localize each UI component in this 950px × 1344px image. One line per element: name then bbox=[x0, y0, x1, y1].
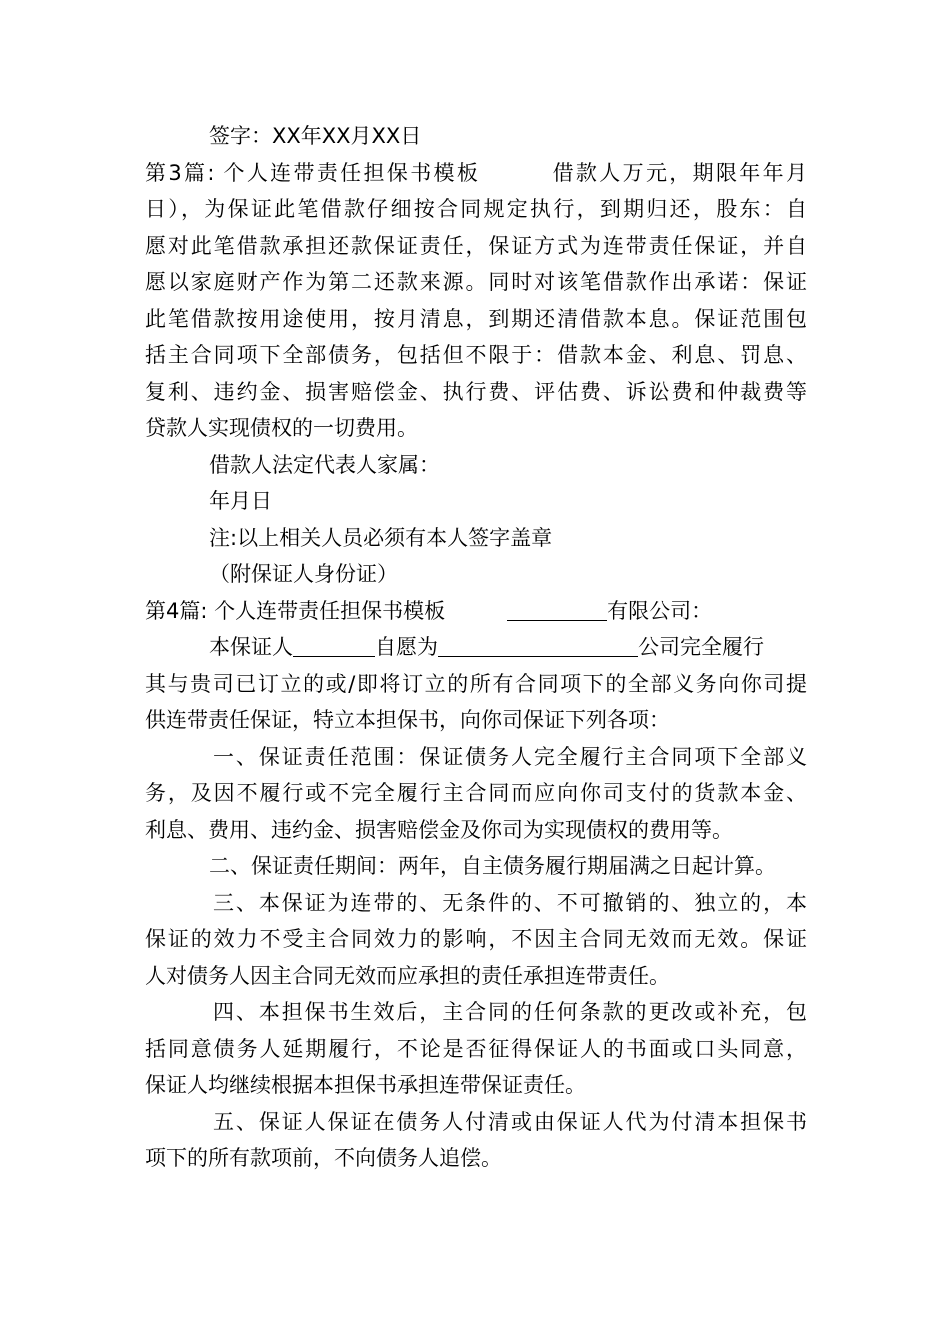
intro-guarantor: 本保证人 bbox=[209, 635, 293, 659]
item1-line-0: 一、保证责任范围：保证债务人完全履行主合同项下全部义 bbox=[213, 744, 807, 769]
signature-date-line: 签字：XX年XX月XX日 bbox=[209, 124, 422, 148]
intro-company: 公司完全履行 bbox=[638, 635, 764, 659]
article3-heading: 第3篇: 个人连带责任担保书模板 bbox=[145, 160, 481, 185]
article3-line-5: 括主合同项下全部债务，包括但不限于：借款本金、利息、罚息、 bbox=[145, 343, 807, 367]
item4-line-2: 保证人均继续根据本担保书承担连带保证责任。 bbox=[145, 1073, 586, 1097]
article3-line-6: 复利、违约金、损害赔偿金、执行费、评估费、诉讼费和仲裁费等 bbox=[145, 379, 807, 404]
company-suffix: 有限公司： bbox=[607, 598, 713, 623]
item5-line-1: 项下的所有款项前，不向债务人追偿。 bbox=[145, 1146, 502, 1170]
item1-line-1: 务，及因不履行或不完全履行主合同而应向你司支付的货款本金、 bbox=[145, 781, 807, 805]
article4-intro-line-0: 其与贵司已订立的或/即将订立的所有合同项下的全部义务向你司提 bbox=[145, 671, 807, 696]
article3-line-0: 借款人万元，期限年年月 bbox=[550, 160, 807, 185]
article3-date-line: 年月日 bbox=[209, 489, 272, 513]
item4-line-1: 括同意债务人延期履行，不论是否征得保证人的书面或口头同意， bbox=[145, 1036, 807, 1061]
article3-line-2: 愿对此笔借款承担还款保证责任，保证方式为连带责任保证，并自 bbox=[145, 233, 807, 258]
intro-willing: 自愿为 bbox=[375, 635, 438, 659]
article4-intro-line-1: 供连带责任保证，特立本担保书，向你司保证下列各项： bbox=[145, 708, 670, 732]
article3-line-1: 日），为保证此笔借款仔细按合同规定执行，到期归还，股东：自 bbox=[145, 197, 807, 221]
document-page bbox=[145, 118, 807, 1177]
article4-heading: 第4篇: 个人连带责任担保书模板 bbox=[145, 598, 446, 623]
item1-line-2: 利息、费用、违约金、损害赔偿金及你司为实现债权的费用等。 bbox=[145, 817, 733, 842]
debtor-company-blank bbox=[438, 634, 638, 657]
guarantor-name-blank bbox=[293, 634, 375, 657]
article4-intro-line bbox=[145, 629, 807, 666]
article3-first-line bbox=[145, 155, 807, 192]
article3-line-7: 贷款人实现债权的一切费用。 bbox=[145, 416, 418, 440]
item5-line-0: 五、保证人保证在债务人付清或由保证人代为付清本担保书 bbox=[213, 1109, 807, 1134]
item4-line-0: 四、本担保书生效后，主合同的任何条款的更改或补充，包 bbox=[213, 1000, 807, 1024]
article3-attachment-note: （附保证人身份证） bbox=[209, 562, 398, 586]
article3-line-4: 此笔借款按用途使用，按月清息，到期还清借款本息。保证范围包 bbox=[145, 306, 807, 331]
item3-line-0: 三、本保证为连带的、无条件的、不可撤销的、独立的，本 bbox=[213, 890, 807, 915]
company-name-blank bbox=[507, 598, 607, 621]
item3-line-2: 人对债务人因主合同无效而应承担的责任承担连带责任。 bbox=[145, 963, 670, 988]
item3-line-1: 保证的效力不受主合同效力的影响，不因主合同无效而无效。保证 bbox=[145, 927, 807, 951]
article3-line-3: 愿以家庭财产作为第二还款来源。同时对该笔借款作出承诺：保证 bbox=[145, 270, 807, 294]
item2-line-0: 二、保证责任期间：两年，自主债务履行期届满之日起计算。 bbox=[209, 854, 776, 878]
article4-first-line bbox=[145, 593, 807, 630]
article3-note: 注:以上相关人员必须有本人签字盖章 bbox=[209, 525, 553, 550]
borrower-representative-line: 借款人法定代表人家属： bbox=[209, 452, 440, 477]
